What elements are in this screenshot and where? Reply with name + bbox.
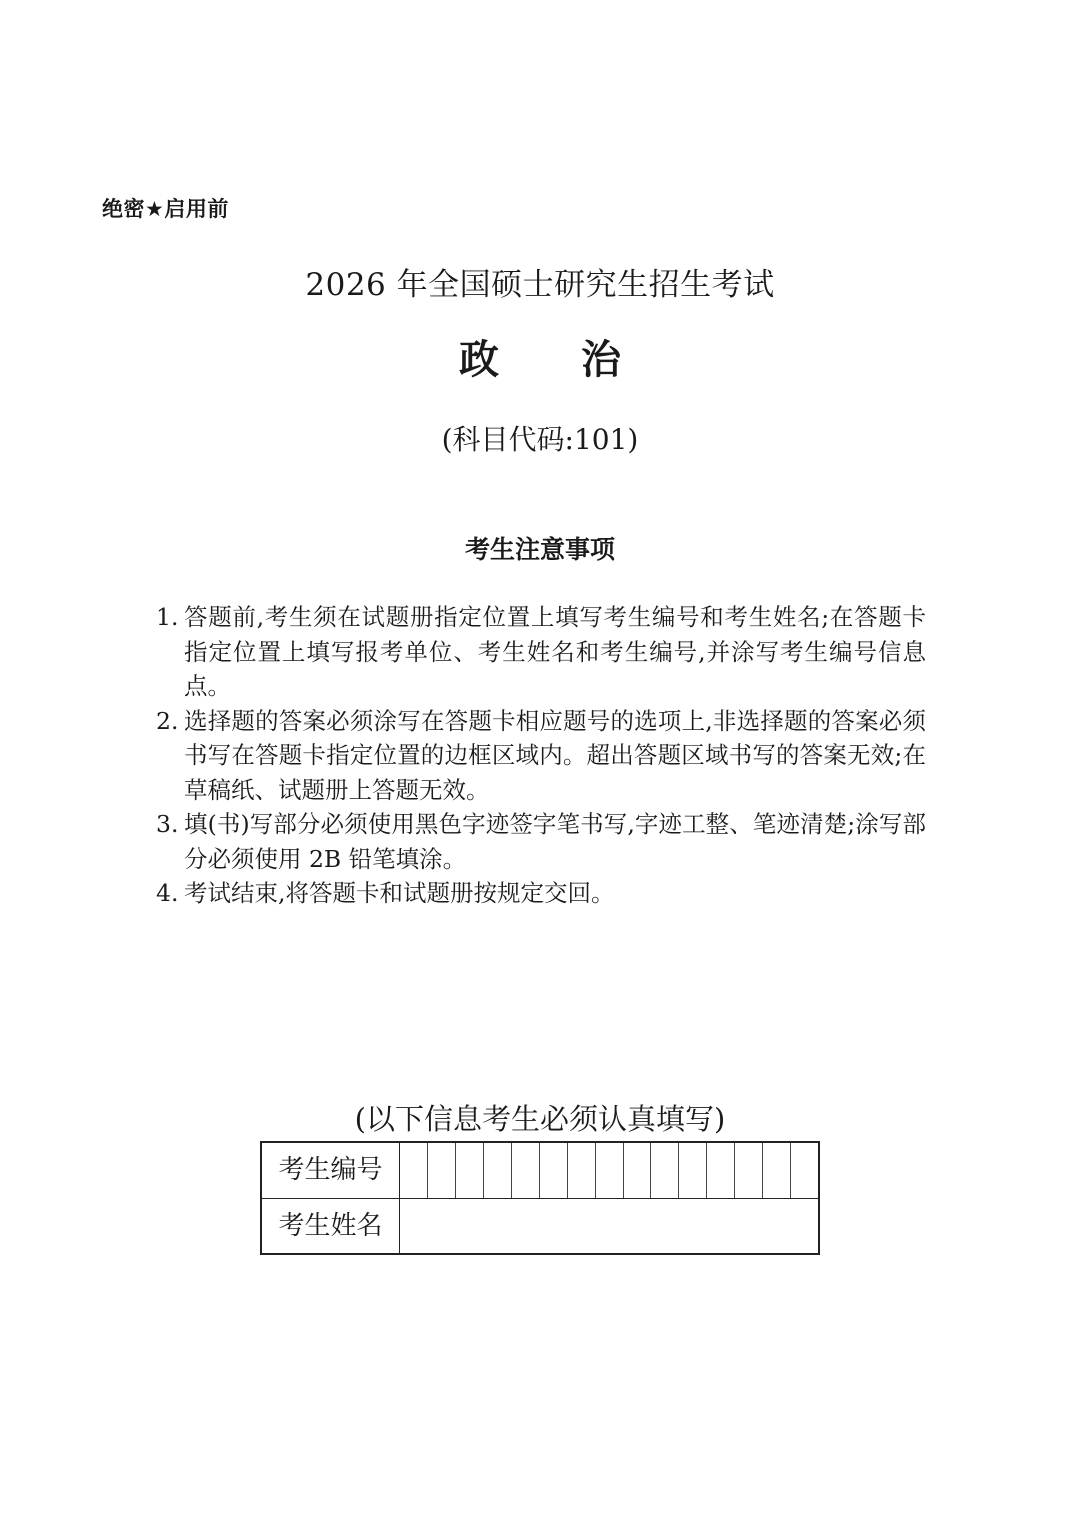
candidate-info-table: [260, 1141, 820, 1255]
candidate-id-digit-box[interactable]: [763, 1143, 791, 1198]
candidate-id-label: 考生编号: [262, 1143, 400, 1198]
candidate-name-field[interactable]: [400, 1199, 818, 1253]
candidate-info-instruction: (以下信息考生必须认真填写): [354, 1102, 726, 1136]
candidate-id-digit-box[interactable]: [679, 1143, 707, 1198]
notice-item: [156, 807, 926, 876]
candidate-id-digit-box[interactable]: [651, 1143, 679, 1198]
notice-text: 填(书)写部分必须使用黑色字迹签字笔书写,字迹工整、笔迹清楚;涂写部分必须使用 2B 铅笔填涂。: [184, 810, 926, 873]
notices-list: [156, 600, 926, 911]
candidate-id-boxes[interactable]: [400, 1143, 818, 1198]
notice-item: [156, 876, 926, 911]
candidate-id-digit-box[interactable]: [400, 1143, 428, 1198]
candidate-id-digit-box[interactable]: [707, 1143, 735, 1198]
notice-text: 选择题的答案必须涂写在答题卡相应题号的选项上,非选择题的答案必须书写在答题卡指定位置的边框区域内。超出答题区域书写的答案无效;在草稿纸、试题册上答题无效。: [184, 706, 926, 804]
candidate-id-digit-box[interactable]: [596, 1143, 624, 1198]
notice-item: [156, 600, 926, 704]
notice-text: 答题前,考生须在试题册指定位置上填写考生编号和考生姓名;在答题卡指定位置上填写报考单位、考生姓名和考生编号,并涂写考生编号信息点。: [184, 603, 926, 700]
subject-title: [0, 328, 1080, 385]
notice-number: 1.: [156, 603, 179, 631]
notice-text: 考试结束,将答题卡和试题册按规定交回。: [184, 879, 615, 907]
candidate-name-row: [262, 1199, 818, 1253]
exam-title: 2026 年全国硕士研究生招生考试: [305, 267, 775, 303]
candidate-id-digit-box[interactable]: [568, 1143, 596, 1198]
notice-number: 2.: [156, 706, 179, 735]
notice-item: [156, 704, 926, 808]
candidate-id-digit-box[interactable]: [791, 1143, 818, 1198]
notice-number: 4.: [156, 879, 179, 907]
subject-char-2: 治: [581, 337, 621, 383]
candidate-id-digit-box[interactable]: [456, 1143, 484, 1198]
candidate-id-digit-box[interactable]: [624, 1143, 652, 1198]
candidate-id-digit-box[interactable]: [735, 1143, 763, 1198]
candidate-id-digit-box[interactable]: [428, 1143, 456, 1198]
candidate-id-digit-box[interactable]: [540, 1143, 568, 1198]
confidentiality-label: 绝密★启用前: [102, 197, 229, 221]
subject-code: (科目代码:101): [441, 423, 639, 456]
notices-heading: 考生注意事项: [464, 535, 615, 564]
candidate-id-digit-box[interactable]: [512, 1143, 540, 1198]
candidate-id-row: [262, 1143, 818, 1199]
subject-char-1: 政: [459, 337, 499, 383]
candidate-id-digit-box[interactable]: [484, 1143, 512, 1198]
candidate-name-label: 考生姓名: [262, 1199, 400, 1253]
notice-number: 3.: [156, 810, 179, 838]
